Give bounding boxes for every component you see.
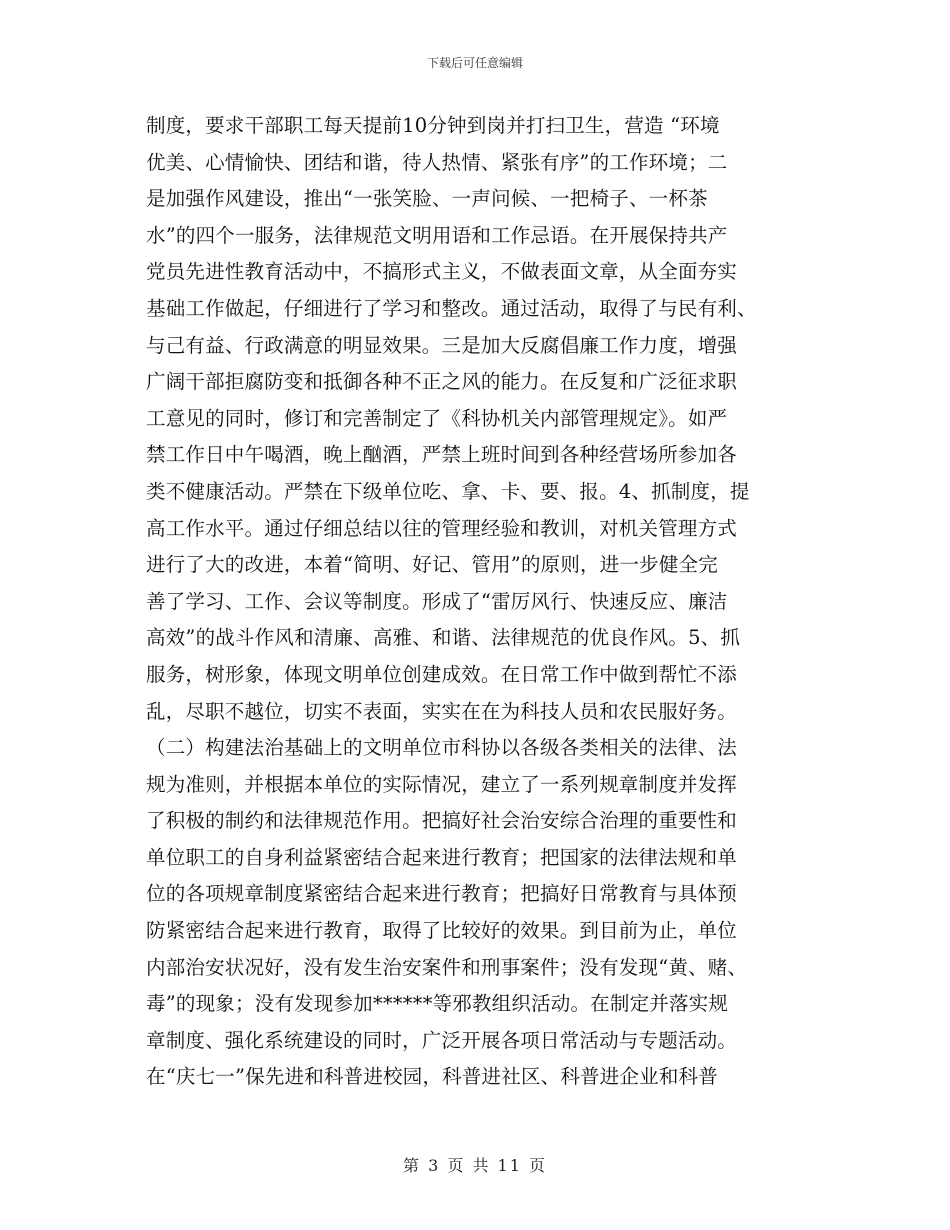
text-line: （二）构建法治基础上的文明单位市科协以各级各类相关的法律、法	[146, 736, 738, 760]
text-line: 进行了大的改进，本着“简明、好记、管用”的原则，进一步健全完	[146, 553, 718, 577]
text-line: 是加强作风建设，推出“一张笑脸、一声问候、一把椅子、一杯茶	[146, 187, 708, 211]
text-line: 党员先进性教育活动中，不搞形式主义，不做表面文章，从全面夯实	[146, 260, 738, 284]
text-line: 制度，要求干部职工每天提前10分钟到岗并打扫卫生，营造 “环境	[146, 114, 720, 137]
text-line: 位的各项规章制度紧密结合起来进行教育；把搞好日常教育与具体预	[146, 882, 738, 906]
text-line: 类不健康活动。严禁在下级单位吃、拿、卡、要、报。4、抓制度，提	[146, 479, 750, 503]
text-line: 毒”的现象；没有发现参加******等邪教组织活动。在制定并落实规	[146, 992, 729, 1016]
text-line: 规为准则，并根据本单位的实际情况，建立了一系列规章制度并发挥	[146, 772, 738, 796]
text-line: 防紧密结合起来进行教育，取得了比较好的效果。到目前为止，单位	[146, 919, 738, 943]
text-line: 广阔干部拒腐防变和抵御各种不正之风的能力。在反复和广泛征求职	[146, 370, 738, 394]
text-line: 了积极的制约和法律规范作用。把搞好社会治安综合治理的重要性和	[146, 809, 738, 833]
text-line: 基础工作做起，仔细进行了学习和整改。通过活动，取得了与民有利、	[146, 296, 757, 320]
text-line: 高工作水平。通过仔细总结以往的管理经验和教训，对机关管理方式	[146, 516, 738, 540]
page-header: 下载后可任意编辑	[426, 56, 523, 70]
text-line: 禁工作日中午喝酒，晚上酗酒，严禁上班时间到各种经营场所参加各	[146, 443, 738, 467]
text-line: 与己有益、行政满意的明显效果。三是加大反腐倡廉工作力度，增强	[146, 333, 738, 357]
text-line: 优美、心情愉快、团结和谐，待人热情、紧张有序”的工作环境；二	[146, 150, 728, 174]
text-line: 内部治安状况好，没有发生治安案件和刑事案件；没有发现“黄、赌、	[146, 955, 748, 979]
text-line: 善了学习、工作、会议等制度。形成了“雷厉风行、快速反应、廉洁	[146, 589, 728, 613]
page-number-footer: 第 3 页 共 11 页	[403, 1156, 547, 1175]
text-line: 高效”的战斗作风和清廉、高雅、和谐、法律规范的优良作风。5、抓	[146, 626, 741, 650]
text-line: 服务，树形象，体现文明单位创建成效。在日常工作中做到帮忙不添	[146, 662, 738, 686]
text-line: 单位职工的自身利益紧密结合起来进行教育；把国家的法律法规和单	[146, 845, 738, 869]
text-line: 乱，尽职不越位，切实不表面，实实在在为科技人员和农民服好务。	[146, 699, 738, 723]
text-line: 在“庆七一”保先进和科普进校园，科普进社区、科普进企业和科普	[146, 1065, 718, 1089]
text-line: 章制度、强化系统建设的同时，广泛开展各项日常活动与专题活动。	[146, 1028, 738, 1052]
document-body	[146, 108, 816, 1096]
text-line: 水”的四个一服务，法律规范文明用语和工作忌语。在开展保持共产	[146, 223, 728, 247]
text-line: 工意见的同时，修订和完善制定了《科协机关内部管理规定》。如严	[146, 406, 728, 430]
